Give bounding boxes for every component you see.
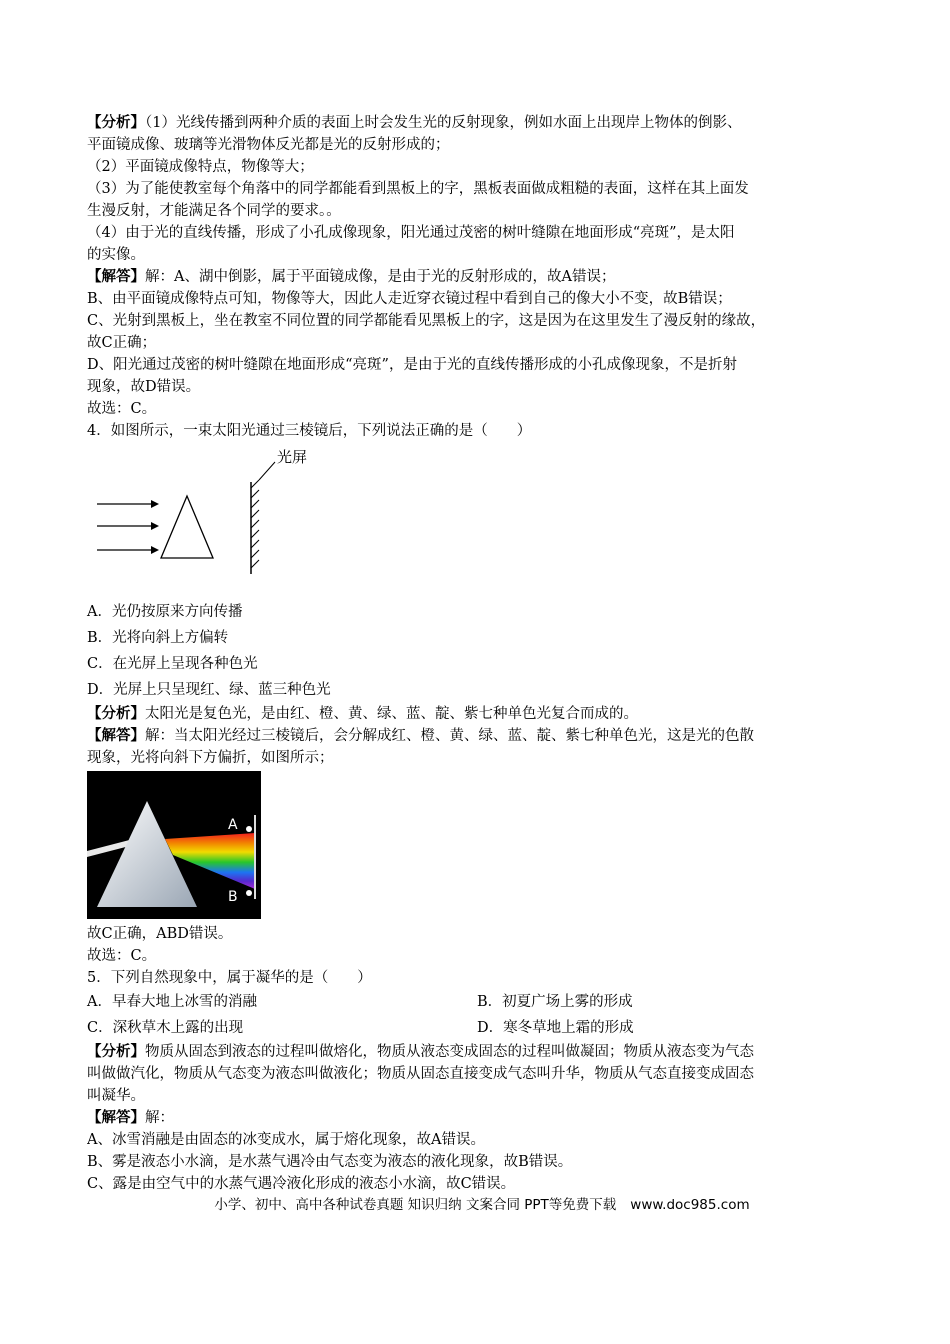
text: （1）光线传播到两种介质的表面上时会发生光的反射现象，例如水面上出现岸上物体的倒影、 [145, 115, 742, 131]
screen-label: 光屏 [277, 448, 308, 466]
text-line: 生漫反射，才能满足各个同学的要求。。 [87, 203, 341, 219]
answer-label: 【解答】 [87, 727, 145, 744]
analysis-line [87, 1041, 867, 1063]
analysis-label: 【分析】 [87, 1043, 145, 1060]
footer-url[interactable]: www.doc985.com [630, 1197, 750, 1213]
prism-screen-figure [93, 446, 353, 586]
question-5: 5．下列自然现象中，属于凝华的是（ ） [87, 970, 372, 986]
text-line: 叫凝华。 [87, 1088, 145, 1104]
text-line: 故C正确； [87, 335, 157, 351]
text-line: C、光射到黑板上，坐在教室不同位置的同学都能看见黑板上的字，这是因为在这里发生了漫反射的缘故， [87, 313, 766, 329]
text: 物质从固态到液态的过程叫做熔化，物质从液态变成固态的过程叫做凝固；物质从液态变为气态 [145, 1044, 754, 1060]
prism-triangle [161, 496, 213, 558]
label-leader [259, 462, 275, 480]
page-footer [0, 1193, 950, 1213]
option-d: D．光屏上只呈现红、绿、蓝三种色光 [87, 682, 331, 698]
text: 解：A、湖中倒影，属于平面镜成像，是由于光的反射形成的，故A错误； [145, 269, 616, 285]
text-line: B、雾是液态小水滴，是水蒸气遇冷由气态变为液态的液化现象，故B错误。 [87, 1154, 573, 1170]
question-4: 4．如图所示，一束太阳光通过三棱镜后，下列说法正确的是（ ） [87, 423, 532, 439]
text: 解：当太阳光经过三棱镜后，会分解成红、橙、黄、绿、蓝、靛、紫七种单色光，这是光的色散 [145, 728, 754, 744]
dispersion-photo [87, 771, 261, 919]
choose-line: 故选：C。 [87, 948, 157, 964]
text-line: A、冰雪消融是由固态的冰变成水，属于熔化现象，故A错误。 [87, 1132, 485, 1148]
text: 解： [145, 1110, 174, 1126]
point-a [246, 826, 252, 832]
label-b: B [228, 889, 238, 905]
option-b: B．光将向斜上方偏转 [87, 630, 229, 646]
text-line: D、阳光通过茂密的树叶缝隙在地面形成“亮斑”，是由于光的直线传播形成的小孔成像现象，不是折射 [87, 357, 737, 373]
text-line: （4）由于光的直线传播，形成了小孔成像现象，阳光通过茂密的树叶缝隙在地面形成“亮斑”，是太阳 [87, 225, 735, 241]
option-c: C．在光屏上呈现各种色光 [87, 656, 258, 672]
option-a: A．光仍按原来方向传播 [87, 604, 243, 620]
text-line: 平面镜成像、玻璃等光滑物体反光都是光的反射形成的； [87, 137, 450, 153]
arrow-head [151, 546, 159, 554]
analysis-line [87, 703, 867, 725]
text-line: （3）为了能使教室每个角落中的同学都能看到黑板上的字，黑板表面做成粗糙的表面，这样在其上面发 [87, 181, 749, 197]
document-body [87, 112, 867, 1195]
text-line: （2）平面镜成像特点，物像等大； [87, 159, 314, 175]
arrow-head [151, 500, 159, 508]
text: 太阳光是复色光，是由红、橙、黄、绿、蓝、靛、紫七种单色光复合而成的。 [145, 706, 638, 722]
text-line: 故C正确，ABD错误。 [87, 926, 233, 942]
text-line: 叫做做汽化，物质从气态变为液态叫做液化；物质从固态直接变成气态叫升华，物质从气态直接变成固态 [87, 1066, 754, 1082]
answer-label: 【解答】 [87, 1109, 145, 1126]
choose-line: 故选：C。 [87, 401, 157, 417]
options-row-1 [87, 989, 867, 1015]
option-d: D．寒冬草地上霜的形成 [477, 1020, 634, 1036]
text-line: C、露是由空气中的水蒸气遇冷液化形成的液态小水滴，故C错误。 [87, 1176, 516, 1192]
text-line: B、由平面镜成像特点可知，物像等大，因此人走近穿衣镜过程中看到自己的像大小不变，故B错误； [87, 291, 732, 307]
analysis-label: 【分析】 [87, 705, 145, 722]
answer-line [87, 266, 867, 288]
footer-text: 小学、初中、高中各种试卷真题 知识归纳 文案合同 PPT等免费下载 [214, 1197, 617, 1213]
answer-line [87, 725, 867, 747]
option-a: A．早春大地上冰雪的消融 [87, 994, 257, 1010]
option-b: B．初夏广场上雾的形成 [477, 994, 633, 1010]
text-line: 现象，光将向斜下方偏折，如图所示； [87, 750, 334, 766]
arrow-head [151, 522, 159, 530]
analysis-line [87, 112, 867, 134]
point-b [246, 890, 252, 896]
label-a: A [228, 817, 238, 833]
analysis-label: 【分析】 [87, 114, 145, 131]
options-row-2 [87, 1015, 867, 1041]
text-line: 现象，故D错误。 [87, 379, 201, 395]
option-c: C．深秋草木上露的出现 [87, 1020, 244, 1036]
answer-line [87, 1107, 867, 1129]
screen-hatching [251, 480, 259, 568]
answer-label: 【解答】 [87, 268, 145, 285]
text-line: 的实像。 [87, 247, 145, 263]
